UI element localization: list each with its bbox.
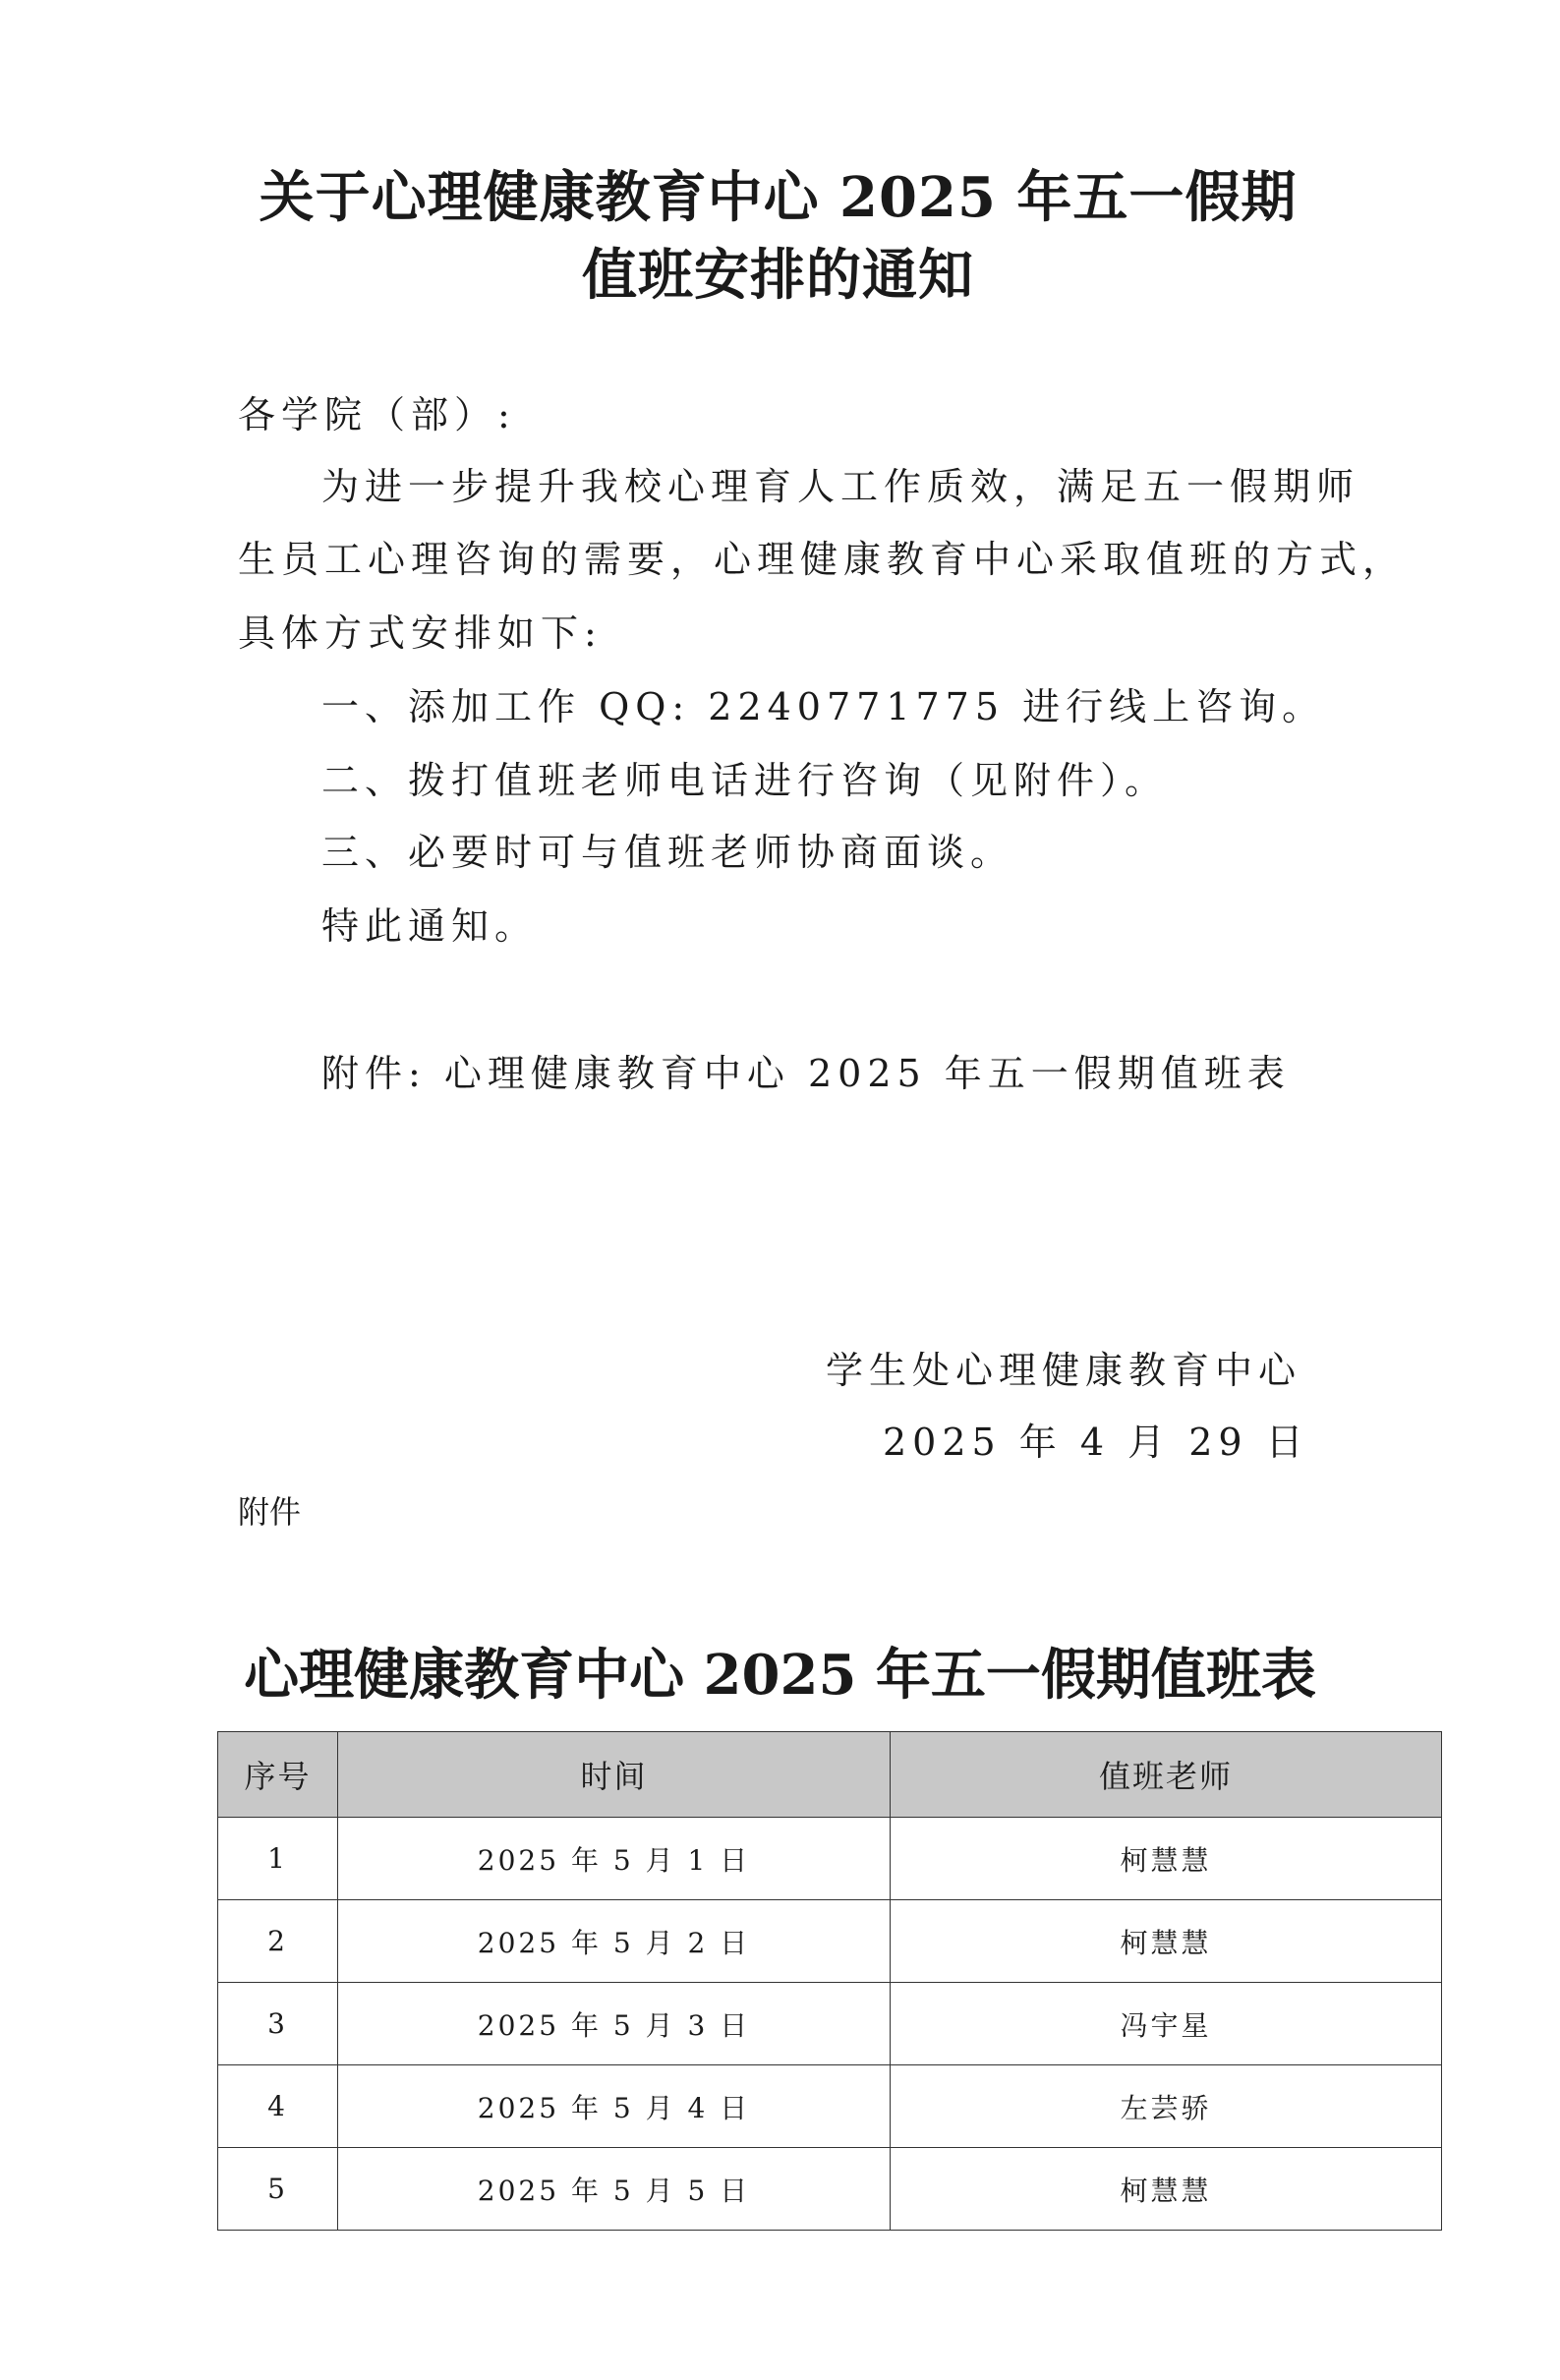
row-date: 2025 年 5 月 3 日 xyxy=(338,1983,891,2065)
attachment-label: 附件 xyxy=(238,1493,302,1531)
row-date: 2025 年 5 月 2 日 xyxy=(338,1900,891,1983)
row-number: 4 xyxy=(218,2065,338,2148)
paragraph-line: 为进一步提升我校心理育人工作质效，满足五一假期师 xyxy=(321,465,1360,508)
paragraph-line: 具体方式安排如下: xyxy=(238,611,603,655)
table-header-row xyxy=(218,1732,1442,1818)
signature-organization: 学生处心理健康教育中心 xyxy=(826,1349,1302,1392)
arrangement-item-3: 三、必要时可与值班老师协商面谈。 xyxy=(321,831,1014,874)
duty-table-title: 心理健康教育中心 2025 年五一假期值班表 xyxy=(244,1643,1316,1708)
table-row xyxy=(218,1818,1442,1900)
row-date: 2025 年 5 月 5 日 xyxy=(338,2148,891,2231)
row-number: 5 xyxy=(218,2148,338,2231)
row-teacher: 柯慧慧 xyxy=(891,1818,1442,1900)
notice-title-line-1: 关于心理健康教育中心 2025 年五一假期 xyxy=(259,165,1298,230)
table-row xyxy=(218,1983,1442,2065)
table-row xyxy=(218,1900,1442,1983)
row-number: 3 xyxy=(218,1983,338,2065)
row-number: 2 xyxy=(218,1900,338,1983)
table-row xyxy=(218,2065,1442,2148)
salutation: 各学院（部）: xyxy=(238,393,516,436)
duty-schedule-table xyxy=(217,1731,1442,2231)
closing-remark: 特此通知。 xyxy=(321,904,539,948)
notice-title-line-2: 值班安排的通知 xyxy=(582,243,974,308)
header-time: 时间 xyxy=(338,1732,891,1818)
paragraph-line: 生员工心理咨询的需要，心理健康教育中心采取值班的方式， xyxy=(238,538,1407,581)
row-teacher: 柯慧慧 xyxy=(891,2148,1442,2231)
row-date: 2025 年 5 月 1 日 xyxy=(338,1818,891,1900)
attachment-reference: 附件: 心理健康教育中心 2025 年五一假期值班表 xyxy=(321,1052,1291,1095)
row-teacher: 柯慧慧 xyxy=(891,1900,1442,1983)
arrangement-item-2: 二、拨打值班老师电话进行咨询（见附件）。 xyxy=(321,759,1169,802)
table-row xyxy=(218,2148,1442,2231)
row-teacher: 冯宇星 xyxy=(891,1983,1442,2065)
row-number: 1 xyxy=(218,1818,338,1900)
arrangement-item-1: 一、添加工作 QQ: 2240771775 进行线上咨询。 xyxy=(321,685,1326,728)
header-teacher: 值班老师 xyxy=(891,1732,1442,1818)
header-number: 序号 xyxy=(218,1732,338,1818)
row-date: 2025 年 5 月 4 日 xyxy=(338,2065,891,2148)
row-teacher: 左芸骄 xyxy=(891,2065,1442,2148)
signature-date: 2025 年 4 月 29 日 xyxy=(883,1421,1309,1464)
